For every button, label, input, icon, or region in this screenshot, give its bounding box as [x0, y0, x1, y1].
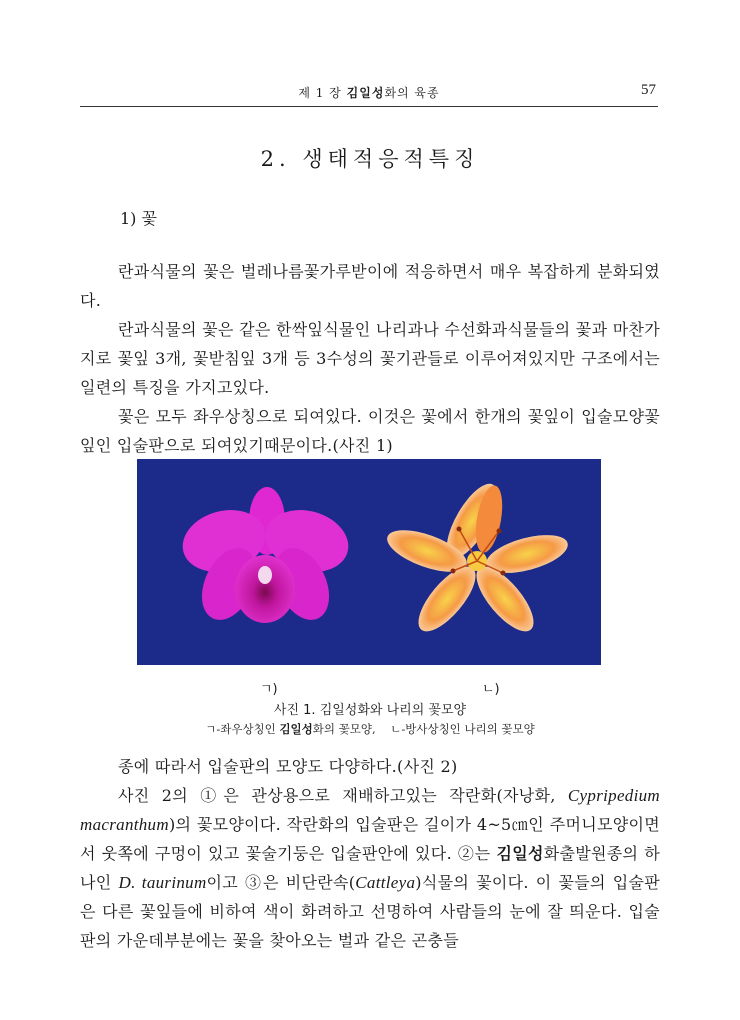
paragraph-3 — [80, 402, 660, 460]
paragraph-5-part-1: 사진 2의 ①은 관상용으로 재배하고있는 작란화(자낭화, — [118, 786, 568, 805]
species-name-taurinum: D. taurinum — [118, 873, 207, 892]
paragraph-2-text: 란과식물의 꽃은 같은 한싹잎식물인 나리과나 수선화과식물들의 꽃과 마찬가지로 꽃잎 3개, 꽃받침잎 3개 등 3수성의 꽃기관들로 이루어져있지만 구조에서는 일련의 특징을 가지고있다. — [80, 320, 660, 397]
photo-caption: 사진 1. 김일성화와 나리의 꽃모양 — [273, 703, 467, 718]
paragraph-5-part-2: )의 꽃모양이다. 작란화의 입술판은 길이가 4~5㎝인 주머니모양이면서 웃쪽에 구멍이 있고 꽃술기둥은 입술판안에 있다. ②는 — [80, 815, 660, 863]
paragraph-1-text: 란과식물의 꽃은 벌레나름꽃가루받이에 적응하면서 매우 복잡하게 분화되였다. — [80, 262, 660, 310]
bold-name: 김일성 — [496, 844, 544, 863]
chapter-suffix: 화의 육종 — [384, 86, 440, 100]
chapter-title — [80, 84, 658, 101]
flower-photo-drawing — [137, 459, 601, 665]
photo-marker-left: ㄱ) — [260, 682, 278, 697]
section-title: 2. 생태적응적특징 — [260, 147, 480, 171]
running-header — [80, 82, 658, 107]
page-number: 57 — [641, 82, 656, 98]
sub-heading: 1) 꽃 — [120, 209, 157, 228]
paragraph-4-text: 종에 따라서 입술판의 모양도 다양하다.(사진 2) — [118, 757, 458, 776]
paragraph-5-part-4: 이고 ③은 비단란속( — [206, 873, 356, 892]
paragraph-1 — [80, 257, 660, 315]
paragraph-5 — [80, 781, 660, 955]
paragraph-2 — [80, 315, 660, 402]
chapter-prefix: 제 1 장 — [298, 86, 342, 100]
paragraph-5-part-5: )식물의 꽃이다. 이 꽃들의 입술판은 다른 꽃잎들에 비하여 색이 화려하고 선명하여 사람들의 눈에 잘 띄운다. 입술판의 가운데부분에는 꽃을 찾아오는 벌과 같은 곤충들 — [80, 873, 661, 950]
caption-sub-bold: 김일성 — [279, 722, 313, 736]
paragraph-3-text: 꽃은 모두 좌우상칭으로 되여있다. 이것은 꽃에서 한개의 꽃잎이 입술모양꽃잎인 입술판으로 되여있기때문이다.(사진 1) — [80, 407, 660, 455]
photo-caption-sub — [0, 721, 740, 737]
photo-marker-right: ㄴ) — [482, 682, 500, 697]
flower-photo — [137, 459, 601, 665]
species-name-cypripedium: Cypripedium macranthum — [80, 786, 660, 834]
paragraph-5-part-3: 화출발원종의 하나인 — [80, 844, 660, 892]
paragraph-4 — [80, 752, 660, 781]
genus-name-cattleya: Cattleya — [355, 873, 416, 892]
caption-sub-suffix: 화의 꽃모양, ㄴ-방사상칭인 나리의 꽃모양 — [312, 722, 535, 736]
chapter-bold-name: 김일성 — [346, 86, 385, 100]
caption-sub-prefix: ㄱ-좌우상칭인 — [205, 722, 280, 736]
